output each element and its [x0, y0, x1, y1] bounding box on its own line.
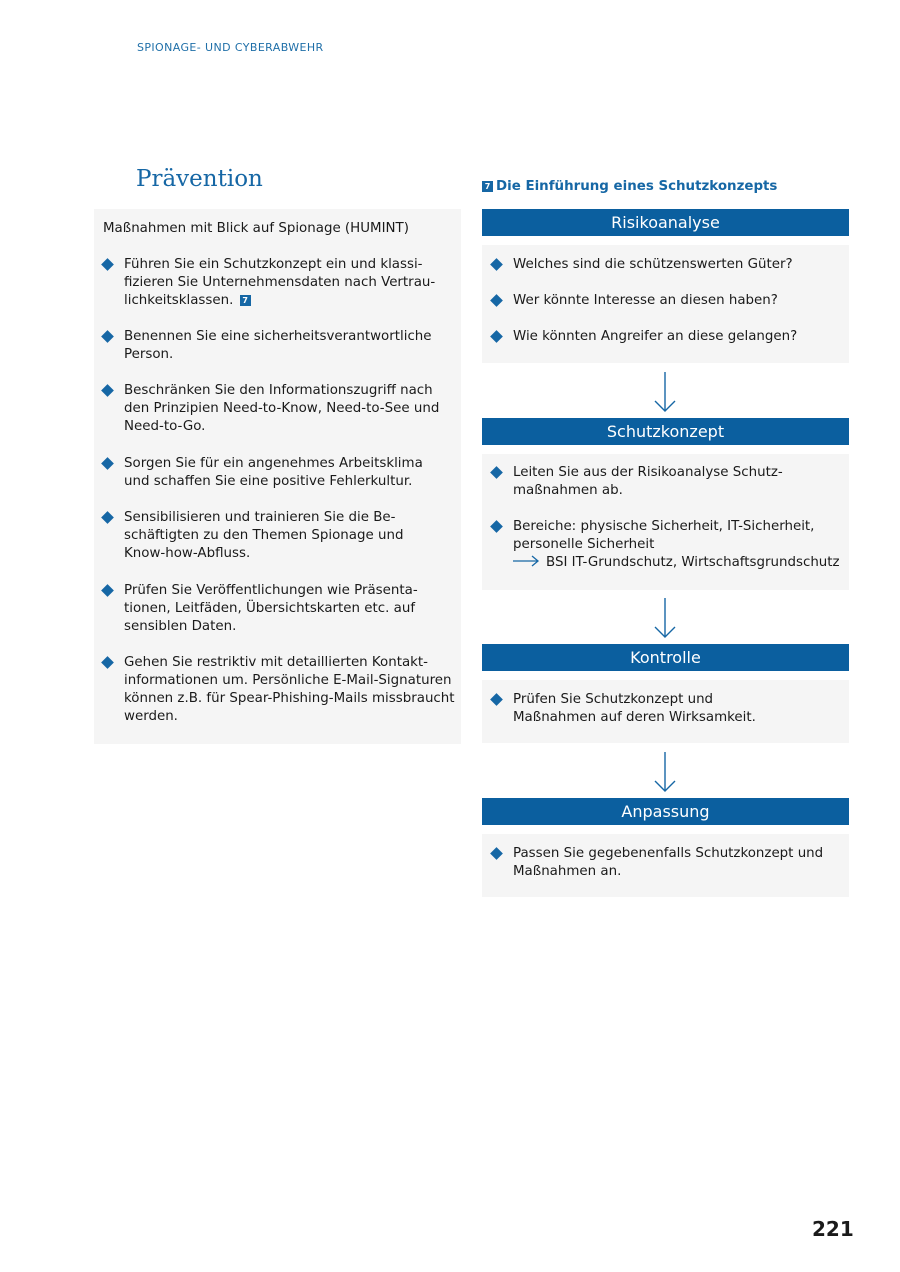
- line: können z.B. für Spear-Phishing-Mails missbraucht: [124, 691, 455, 706]
- line: werden.: [124, 709, 178, 724]
- list-item: [103, 256, 453, 310]
- line: Prüfen Sie Schutzkonzept und: [513, 692, 714, 707]
- list-item: [492, 256, 842, 274]
- line: personelle Sicherheit: [513, 537, 655, 552]
- footnote-marker[interactable]: 7: [240, 295, 251, 306]
- line: Maßnahmen auf deren Wirksamkeit.: [513, 710, 756, 725]
- reference-line: [512, 554, 848, 572]
- line: Prüfen Sie Veröffentlichungen wie Präsenta-: [124, 583, 418, 598]
- right-arrow-icon: [512, 555, 540, 567]
- line: Wer könnte Interesse an diesen haben?: [513, 293, 778, 308]
- step-heading-kontrolle: Kontrolle: [482, 644, 849, 671]
- step-box-kontrolle: [482, 680, 849, 743]
- list-item: [103, 382, 453, 436]
- prevention-box: [94, 209, 461, 744]
- prevention-intro: Maßnahmen mit Blick auf Spionage (HUMINT): [103, 221, 409, 236]
- line: Gehen Sie restriktiv mit detaillierten Kontakt-: [124, 655, 429, 670]
- running-head: SPIONAGE- UND CYBERABWEHR: [137, 41, 324, 54]
- line: Beschränken Sie den Informationszugriff nach: [124, 383, 433, 398]
- section-title: Prävention: [136, 166, 263, 192]
- list-item: [103, 654, 459, 726]
- step-box-schutzkonzept: [482, 454, 849, 590]
- page-number: 221: [812, 1217, 854, 1241]
- figure-title: [482, 179, 777, 194]
- list-item: [103, 455, 453, 491]
- reference-text: BSI IT-Grundschutz, Wirtschaftsgrundschutz: [546, 555, 840, 570]
- line: Know-how-Abfluss.: [124, 546, 251, 561]
- list-item: [492, 464, 842, 500]
- list-item: [103, 582, 453, 636]
- line: Sensibilisieren und trainieren Sie die Be-: [124, 510, 396, 525]
- line: Führen Sie ein Schutzkonzept ein und klassi-: [124, 257, 423, 272]
- line: schäftigten zu den Themen Spionage und: [124, 528, 404, 543]
- line: Bereiche: physische Sicherheit, IT-Sicherheit,: [513, 519, 815, 534]
- line: Sorgen Sie für ein angenehmes Arbeitsklima: [124, 456, 423, 471]
- down-arrow-icon: [653, 752, 677, 794]
- list-item: [103, 328, 453, 364]
- line: lichkeitsklassen.: [124, 293, 234, 308]
- step-box-risikoanalyse: [482, 245, 849, 363]
- line: fizieren Sie Unternehmensdaten nach Vertrau-: [124, 275, 436, 290]
- list-item: [103, 509, 453, 563]
- line: und schaffen Sie eine positive Fehlerkultur.: [124, 474, 413, 489]
- line: Passen Sie gegebenenfalls Schutzkonzept und: [513, 846, 824, 861]
- step-heading-risikoanalyse: Risikoanalyse: [482, 209, 849, 236]
- line: sensiblen Daten.: [124, 619, 237, 634]
- list-item: [492, 518, 842, 554]
- line: Benennen Sie eine sicherheitsverantwortliche: [124, 329, 432, 344]
- line: Welches sind die schützenswerten Güter?: [513, 257, 793, 272]
- list-item: [492, 328, 842, 346]
- down-arrow-icon: [653, 598, 677, 640]
- line: Maßnahmen an.: [513, 864, 622, 879]
- footnote-marker[interactable]: 7: [482, 181, 493, 192]
- line: Leiten Sie aus der Risikoanalyse Schutz-: [513, 465, 783, 480]
- list-item: [492, 845, 848, 881]
- line: tionen, Leitfäden, Übersichtskarten etc. auf: [124, 601, 416, 616]
- line: Wie könnten Angreifer an diese gelangen?: [513, 329, 798, 344]
- line: den Prinzipien Need-to-Know, Need-to-See und: [124, 401, 440, 416]
- figure-title-text: Die Einführung eines Schutzkonzepts: [496, 179, 778, 194]
- list-item: [492, 691, 842, 727]
- line: Person.: [124, 347, 174, 362]
- line: Need-to-Go.: [124, 419, 206, 434]
- down-arrow-icon: [653, 372, 677, 414]
- step-heading-schutzkonzept: Schutzkonzept: [482, 418, 849, 445]
- line: maßnahmen ab.: [513, 483, 623, 498]
- list-item: [492, 292, 842, 310]
- line: informationen um. Persönliche E-Mail-Signaturen: [124, 673, 452, 688]
- step-box-anpassung: [482, 834, 849, 897]
- step-heading-anpassung: Anpassung: [482, 798, 849, 825]
